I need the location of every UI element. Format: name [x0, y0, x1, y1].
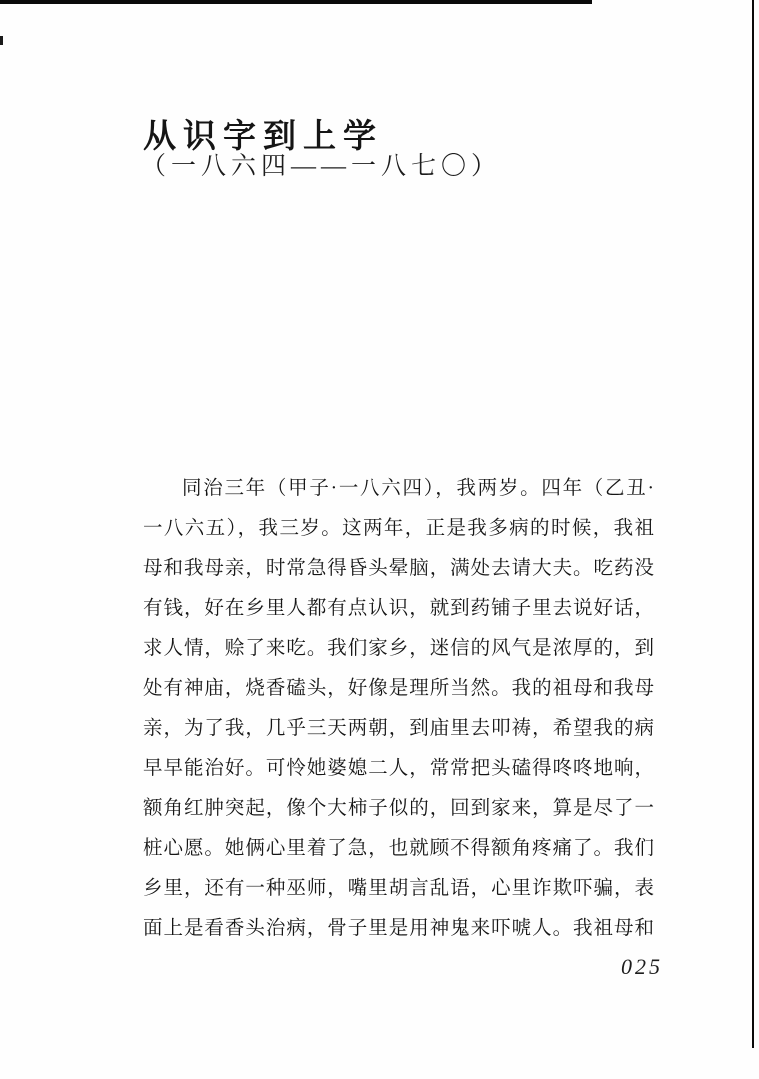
- paragraph-line: 求人情，赊了来吃。我们家乡，迷信的风气是浓厚的，到: [143, 638, 654, 659]
- page-number: 025: [621, 954, 663, 979]
- scan-artifact-right-line: [752, 0, 754, 1048]
- paragraph-line: 母和我母亲，时常急得昏头晕脑，满处去请大夫。吃药没: [143, 558, 654, 579]
- chapter-title: 从识字到上学: [143, 119, 383, 156]
- paragraph-line: 桩心愿。她俩心里着了急，也就顾不得额角疼痛了。我们: [143, 838, 654, 859]
- paragraph-line: 处有神庙，烧香磕头，好像是理所当然。我的祖母和我母: [143, 678, 654, 699]
- paragraph-line: 同治三年（甲子·一八六四），我两岁。四年（乙丑·: [182, 478, 654, 499]
- chapter-dates: （一八六四——一八七〇）: [141, 153, 502, 180]
- paragraph-line: 早早能治好。可怜她婆媳二人，常常把头磕得咚咚地响，: [143, 758, 654, 779]
- paragraph-line: 有钱，好在乡里人都有点认识，就到药铺子里去说好话，: [143, 598, 654, 619]
- scan-artifact-left-tick: [0, 36, 3, 45]
- paragraph-line: 亲，为了我，几乎三天两朝，到庙里去叩祷，希望我的病: [143, 718, 654, 739]
- paragraph-line: 面上是看香头治病，骨子里是用神鬼来吓唬人。我祖母和: [143, 918, 654, 939]
- paragraph-line: 额角红肿突起，像个大柿子似的，回到家来，算是尽了一: [143, 798, 654, 819]
- chapter-paragraph: [143, 472, 654, 952]
- paragraph-line: 一八六五），我三岁。这两年，正是我多病的时候，我祖: [143, 518, 654, 539]
- scan-artifact-top-bar: [0, 0, 592, 4]
- paragraph-line: 乡里，还有一种巫师，嘴里胡言乱语，心里诈欺吓骗，表: [143, 878, 654, 899]
